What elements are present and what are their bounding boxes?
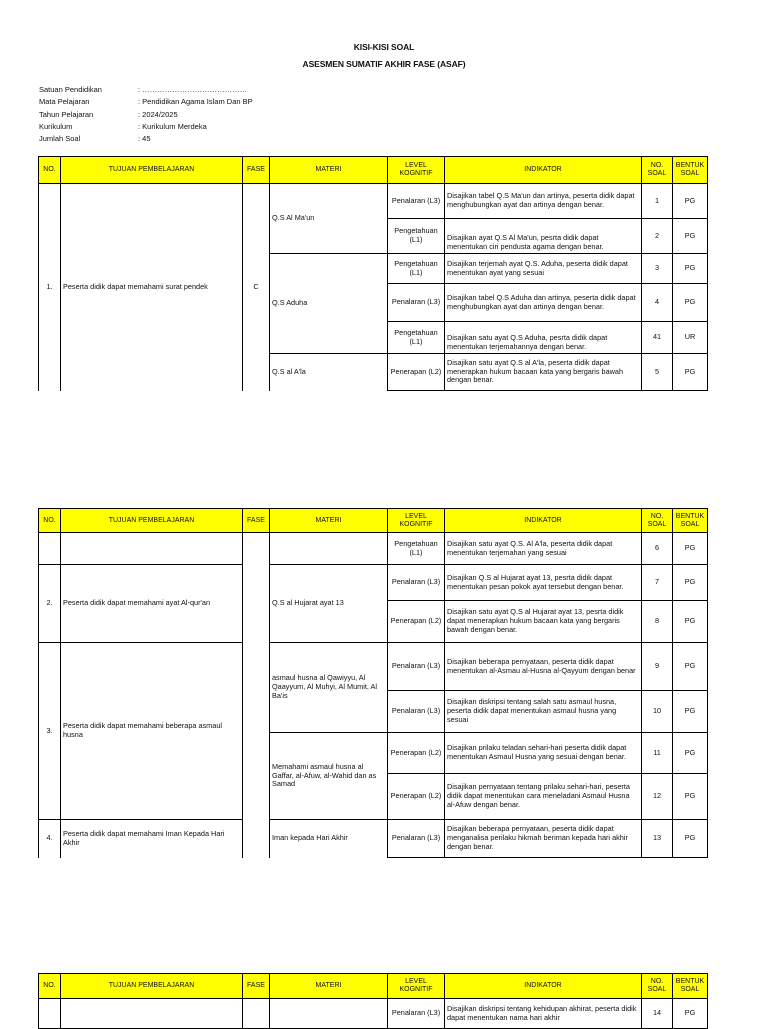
indikator-cell: Disajikan ayat Q.S Al Ma'un, pesrta didik dapat menentukan ciri pendusta agama dengan benar.: [445, 219, 642, 254]
tp-number: 1.: [39, 184, 61, 391]
bentuk-soal-cell: PG: [673, 733, 708, 774]
indikator-cell: Disajikan terjemah ayat Q.S. Aduha, peserta didik dapat menentukan ayat yang sesuai: [445, 254, 642, 284]
no-soal-cell: 6: [642, 533, 673, 565]
indikator-cell: Disajikan satu ayat Q.S Aduha, pesrta didik dapat menentukan terjemahannya dengan benar.: [445, 322, 642, 354]
bentuk-soal-cell: PG: [673, 565, 708, 601]
level-cell: Penalaran (L3): [388, 284, 445, 322]
header-materi: MATERI: [270, 509, 388, 533]
header-fase: FASE: [243, 974, 270, 999]
table-header-row: [39, 509, 708, 533]
indikator-cell: Disajikan pernyataan tentang prilaku sehari-hari, peserta didik dapat menentukan cara meneladani Asmaul Husna al-Afuw dengan benar.: [445, 774, 642, 820]
indikator-cell: Disajikan beberapa pernyataan, peserta didik dapat menentukan al-Asmau al-Husna al-Qayyum dengan benar: [445, 643, 642, 691]
kisi-kisi-table-3: [38, 973, 708, 1029]
header-nosoal: NO. SOAL: [642, 157, 673, 184]
no-soal-cell: 41: [642, 322, 673, 354]
bentuk-soal-cell: UR: [673, 322, 708, 354]
level-cell: Penalaran (L3): [388, 184, 445, 219]
bentuk-soal-cell: PG: [673, 999, 708, 1029]
kisi-kisi-table-1: [38, 156, 708, 391]
tp-text: Peserta didik dapat memahami beberapa asmaul husna: [61, 643, 243, 820]
header-no: NO.: [39, 509, 61, 533]
header-fase: FASE: [243, 157, 270, 184]
fase-value: [243, 999, 270, 1029]
tp-number: [39, 999, 61, 1029]
info-value: : 45: [138, 134, 151, 144]
no-soal-cell: 12: [642, 774, 673, 820]
header-bentuk: BENTUK SOAL: [673, 974, 708, 999]
indikator-cell: Disajikan diskripsi tentang kehidupan akhirat, peserta didik dapat menentukan nama hari akhir: [445, 999, 642, 1029]
bentuk-soal-cell: PG: [673, 601, 708, 643]
materi-cell: Q.S al A'la: [270, 354, 388, 391]
bentuk-soal-cell: PG: [673, 354, 708, 391]
no-soal-cell: 4: [642, 284, 673, 322]
materi-cell: Q.S al Hujarat ayat 13: [270, 565, 388, 643]
materi-cell: Memahami asmaul husna al Gaffar, al-Afuw, al-Wahid dan as Samad: [270, 733, 388, 820]
info-row-satuan: [39, 84, 253, 96]
tp-number: 3.: [39, 643, 61, 820]
header-fase: FASE: [243, 509, 270, 533]
tp-text: [61, 999, 243, 1029]
bentuk-soal-cell: PG: [673, 254, 708, 284]
table-row: [39, 820, 708, 858]
header-nosoal: NO. SOAL: [642, 509, 673, 533]
table-header-row: [39, 974, 708, 999]
fase-value: [243, 820, 270, 858]
header-materi: MATERI: [270, 974, 388, 999]
header-no: NO.: [39, 974, 61, 999]
kisi-kisi-table-2: [38, 508, 708, 858]
header-indikator: INDIKATOR: [445, 974, 642, 999]
info-value: : 2024/2025: [138, 109, 178, 119]
header-no: NO.: [39, 157, 61, 184]
level-cell: Penalaran (L3): [388, 820, 445, 858]
no-soal-cell: 9: [642, 643, 673, 691]
header-bentuk: BENTUK SOAL: [673, 157, 708, 184]
fase-value: C: [243, 184, 270, 391]
info-label: Tahun Pelajaran: [39, 109, 94, 119]
no-soal-cell: 5: [642, 354, 673, 391]
header-tujuan: TUJUAN PEMBELAJARAN: [61, 974, 243, 999]
materi-cell: Q.S Aduha: [270, 254, 388, 354]
table-row: [39, 999, 708, 1029]
header-tujuan: TUJUAN PEMBELAJARAN: [61, 509, 243, 533]
header-indikator: INDIKATOR: [445, 509, 642, 533]
indikator-cell: Disajikan prilaku teladan sehari-hari peserta didik dapat menentukan Asmaul Husna yang sesuai dengan benar.: [445, 733, 642, 774]
tp-text: [61, 533, 243, 565]
bentuk-soal-cell: PG: [673, 284, 708, 322]
level-cell: Penalaran (L3): [388, 691, 445, 733]
materi-cell: Q.S Al Ma'un: [270, 184, 388, 254]
document-subtitle: ASESMEN SUMATIF AKHIR FASE (ASAF): [302, 59, 466, 69]
header-indikator: INDIKATOR: [445, 157, 642, 184]
bentuk-soal-cell: PG: [673, 691, 708, 733]
tp-number: [39, 533, 61, 565]
header-level: LEVEL KOGNITIF: [388, 157, 445, 184]
materi-cell: [270, 533, 388, 565]
info-value: : ……………………………………: [138, 85, 248, 94]
bentuk-soal-cell: PG: [673, 219, 708, 254]
info-row-kurikulum: [39, 121, 253, 133]
table-row: [39, 643, 708, 691]
level-cell: Pengetahuan (L1): [388, 533, 445, 565]
tp-text: Peserta didik dapat memahami surat pendek: [61, 184, 243, 391]
no-soal-cell: 1: [642, 184, 673, 219]
bentuk-soal-cell: PG: [673, 643, 708, 691]
info-row-mapel: [39, 96, 253, 108]
header-materi: MATERI: [270, 157, 388, 184]
bentuk-soal-cell: PG: [673, 533, 708, 565]
info-row-jumlah: [39, 133, 253, 145]
indikator-cell: Disajikan satu ayat Q.S al A'la, peserta didik dapat menerapkan hukum bacaan kata yang bergaris bawah dengan benar.: [445, 354, 642, 391]
level-cell: Penalaran (L3): [388, 999, 445, 1029]
no-soal-cell: 10: [642, 691, 673, 733]
document-title: KISI-KISI SOAL: [353, 42, 415, 52]
no-soal-cell: 7: [642, 565, 673, 601]
indikator-cell: Disajikan tabel Q.S Ma'un dan artinya, peserta didik dapat menghubungkan ayat dan artinya dengan benar.: [445, 184, 642, 219]
bentuk-soal-cell: PG: [673, 774, 708, 820]
materi-cell: Iman kepada Hari Akhir: [270, 820, 388, 858]
level-cell: Pengetahuan (L1): [388, 219, 445, 254]
level-cell: Pengetahuan (L1): [388, 322, 445, 354]
level-cell: Penerapan (L2): [388, 774, 445, 820]
no-soal-cell: 11: [642, 733, 673, 774]
info-value: : Pendidikan Agama Islam Dan BP: [138, 97, 253, 107]
indikator-cell: Disajikan Q.S al Hujarat ayat 13, pesrta didik dapat menentukan pesan pokok ayat tersebut dengan benar.: [445, 565, 642, 601]
level-cell: Penerapan (L2): [388, 354, 445, 391]
indikator-cell: Disajikan tabel Q.S Aduha dan artinya, peserta didik dapat menghubungkan ayat dan artinya dengan benar.: [445, 284, 642, 322]
indikator-cell: Disajikan satu ayat Q.S. Al A'la, peserta didik dapat menentukan terjemahan yang sesuai: [445, 533, 642, 565]
info-label: Kurikulum: [39, 121, 73, 131]
bentuk-soal-cell: PG: [673, 820, 708, 858]
no-soal-cell: 3: [642, 254, 673, 284]
tp-text: Peserta didik dapat memahami ayat Al-qur'an: [61, 565, 243, 643]
tp-number: 2.: [39, 565, 61, 643]
level-cell: Penalaran (L3): [388, 565, 445, 601]
level-cell: Penalaran (L3): [388, 643, 445, 691]
header-tujuan: TUJUAN PEMBELAJARAN: [61, 157, 243, 184]
table-header-row: [39, 157, 708, 184]
materi-cell: [270, 999, 388, 1029]
indikator-cell: Disajikan satu ayat Q.S al Hujarat ayat 13, pesrta didik dapat menerapkan hukum bacaan kata yang bergaris bawah dengan benar.: [445, 601, 642, 643]
info-row-tahun: [39, 109, 253, 121]
info-value: : Kurikulum Merdeka: [138, 121, 207, 131]
tp-text: Peserta didik dapat memahami Iman Kepada Hari Akhir: [61, 820, 243, 858]
materi-cell: asmaul husna al Qawiyyu, Al Qaayyum, Al Muhyi, Al Mumit, Al Ba'is: [270, 643, 388, 733]
info-label: Mata Pelajaran: [39, 97, 90, 107]
bentuk-soal-cell: PG: [673, 184, 708, 219]
indikator-cell: Disajikan diskripsi tentang salah satu asmaul husna, peserta didik dapat menentukan asmaul husna yang sesuai: [445, 691, 642, 733]
indikator-cell: Disajikan beberapa pernyataan, peserta didik dapat menganalisa perilaku hikmah beriman kepada hari akhir dengan benar.: [445, 820, 642, 858]
header-bentuk: BENTUK SOAL: [673, 509, 708, 533]
no-soal-cell: 8: [642, 601, 673, 643]
info-label: Jumlah Soal: [39, 134, 81, 144]
header-level: LEVEL KOGNITIF: [388, 974, 445, 999]
no-soal-cell: 14: [642, 999, 673, 1029]
level-cell: Pengetahuan (L1): [388, 254, 445, 284]
tp-number: 4.: [39, 820, 61, 858]
fase-value: [243, 533, 270, 820]
header-level: LEVEL KOGNITIF: [388, 509, 445, 533]
no-soal-cell: 2: [642, 219, 673, 254]
document-info: [39, 84, 253, 145]
table-row: [39, 565, 708, 601]
table-row: [39, 184, 708, 219]
no-soal-cell: 13: [642, 820, 673, 858]
table-row: [39, 533, 708, 565]
info-label: Satuan Pendidikan: [39, 85, 102, 94]
header-nosoal: NO. SOAL: [642, 974, 673, 999]
level-cell: Penerapan (L2): [388, 601, 445, 643]
level-cell: Penerapan (L2): [388, 733, 445, 774]
